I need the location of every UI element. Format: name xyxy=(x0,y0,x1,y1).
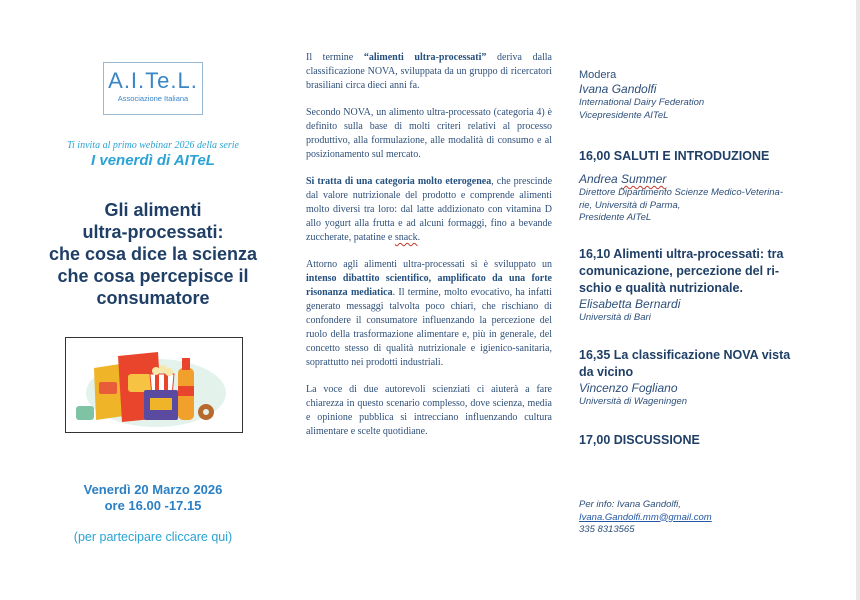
contact-email-link[interactable]: Ivana.Gandolfi.mm@gmail.com xyxy=(579,511,712,523)
text-span: . xyxy=(417,232,421,244)
food-illustration-svg xyxy=(66,338,242,432)
program-item-title: 16,10 Alimenti ultra-processati: tra xyxy=(579,247,784,261)
spellcheck-word: snack xyxy=(394,232,418,244)
speaker-name: Vincenzo Fogliano xyxy=(579,381,678,395)
paragraph: La voce di due autorevoli scienziati ci aiuterà a fare chiarezza in questo scenario complesso, dove scienza, media e opinione pubblica si intrecciano influenzando cultura alimentare e scelte quotidiane. xyxy=(306,383,552,438)
speaker-affiliation: Università di Bari xyxy=(579,312,651,323)
program-item-title: da vicino xyxy=(579,365,634,379)
speaker-affiliation: Presidente AITeL xyxy=(579,212,652,223)
paragraph xyxy=(306,51,552,93)
event-date-time: ore 16.00 -17.15 xyxy=(104,498,202,513)
paragraph xyxy=(306,175,552,245)
moderator-role: Vicepresidente AITeL xyxy=(579,109,669,121)
series-name: I venerdì di AITeL xyxy=(91,152,215,169)
page-edge xyxy=(856,0,860,600)
title-line: Gli alimenti xyxy=(104,200,202,220)
program-item-title: 16,00 SALUTI E INTRODUZIONE xyxy=(579,149,770,163)
event-date-day: Venerdì 20 Marzo 2026 xyxy=(83,482,223,497)
bold-term: “alimenti ultra-processati” xyxy=(363,52,487,63)
moderator-name: Ivana Gandolfi xyxy=(579,82,657,96)
moderator-block xyxy=(579,68,704,122)
title-line: che cosa dice la scienza xyxy=(48,244,258,264)
program-item-4 xyxy=(579,432,700,449)
title-line: ultra-processati: xyxy=(82,222,224,242)
program-item-title: 16,35 La classificazione NOVA vista xyxy=(579,348,791,362)
speaker-first-name: Andrea xyxy=(579,172,622,186)
speaker-name: Elisabetta Bernardi xyxy=(579,297,681,311)
program-item-1 xyxy=(579,148,783,225)
aitel-logo xyxy=(103,62,203,115)
text-span: , che prescinde dal valore nutrizionale del prodotto e comprende alimenti molto diversi tra loro: dal latte addizionato con vitamina D allo yogurt alla frutta e ad alcuni formaggi, fino a bevande zuccherate, patatine e xyxy=(306,175,553,244)
program-item-3 xyxy=(579,347,790,409)
description-text xyxy=(306,51,552,452)
paragraph xyxy=(306,258,552,371)
paragraph: Secondo NOVA, un alimento ultra-processato (categoria 4) è definito sulla base di molti criteri relativi al processo produttivo, alla formulazione, alle modalità di consumo e al posizionamento sul mercato. xyxy=(306,106,552,161)
logo-main-text: A.I.Te.L. xyxy=(108,68,198,93)
logo-sub-text: Associazione Italiana xyxy=(117,94,189,103)
moderator-label: Modera xyxy=(579,69,617,81)
speaker-affiliation: Direttore Dipartimento Scienze Medico-Veterina- xyxy=(579,187,783,198)
title-line: consumatore xyxy=(96,288,210,308)
bold-term: intenso dibattito scientifico, amplificato da una forte risonanza mediatica xyxy=(306,272,552,298)
event-date xyxy=(28,482,278,514)
speaker-affiliation: Università di Wageningen xyxy=(579,396,688,407)
text-span: deriva dalla classificazione NOVA, sviluppata da un gruppo di ricercatori brasiliani circa dieci anni fa. xyxy=(306,52,552,92)
speaker-last-name: Summer xyxy=(621,172,667,186)
webinar-title xyxy=(18,199,288,309)
speaker-affiliation: rie, Università di Parma, xyxy=(579,199,681,211)
text-span: Il termine xyxy=(306,52,364,63)
program-item-title: 17,00 DISCUSSIONE xyxy=(579,433,700,447)
title-line: che cosa percepisce il xyxy=(57,266,249,286)
text-span: Attorno agli alimenti ultra-processati si è sviluppato un xyxy=(306,258,552,270)
program-item-title: comunicazione, percezione del ri- xyxy=(579,264,780,278)
program-item-2 xyxy=(579,246,783,325)
invite-text: Ti invita al primo webinar 2026 della serie xyxy=(67,140,239,151)
ultra-processed-foods-illustration xyxy=(65,337,243,433)
moderator-org: International Dairy Federation xyxy=(579,97,705,108)
text-span: . Il termine, molto evocativo, ha infatti generato messaggi talvolta poco chiari, che rischiano di confondere il consumatore influenzando la percezione del ruolo della trasformazione alimentare e, più in generale, del concetto stesso di qualità nutrizionale e igienico-sanitaria, soprattutto nei prodotti industriali. xyxy=(306,286,552,369)
contact-phone: 335 8313565 xyxy=(579,524,635,535)
contact-label: Per info: Ivana Gandolfi, xyxy=(579,499,681,510)
contact-info xyxy=(579,499,712,537)
bold-term: Si tratta di una categoria molto eterogenea xyxy=(306,175,492,187)
program-item-title: schio e qualità nutrizionale. xyxy=(579,281,743,295)
speaker-name xyxy=(579,172,783,187)
signup-link[interactable]: (per partecipare cliccare qui) xyxy=(73,530,233,544)
